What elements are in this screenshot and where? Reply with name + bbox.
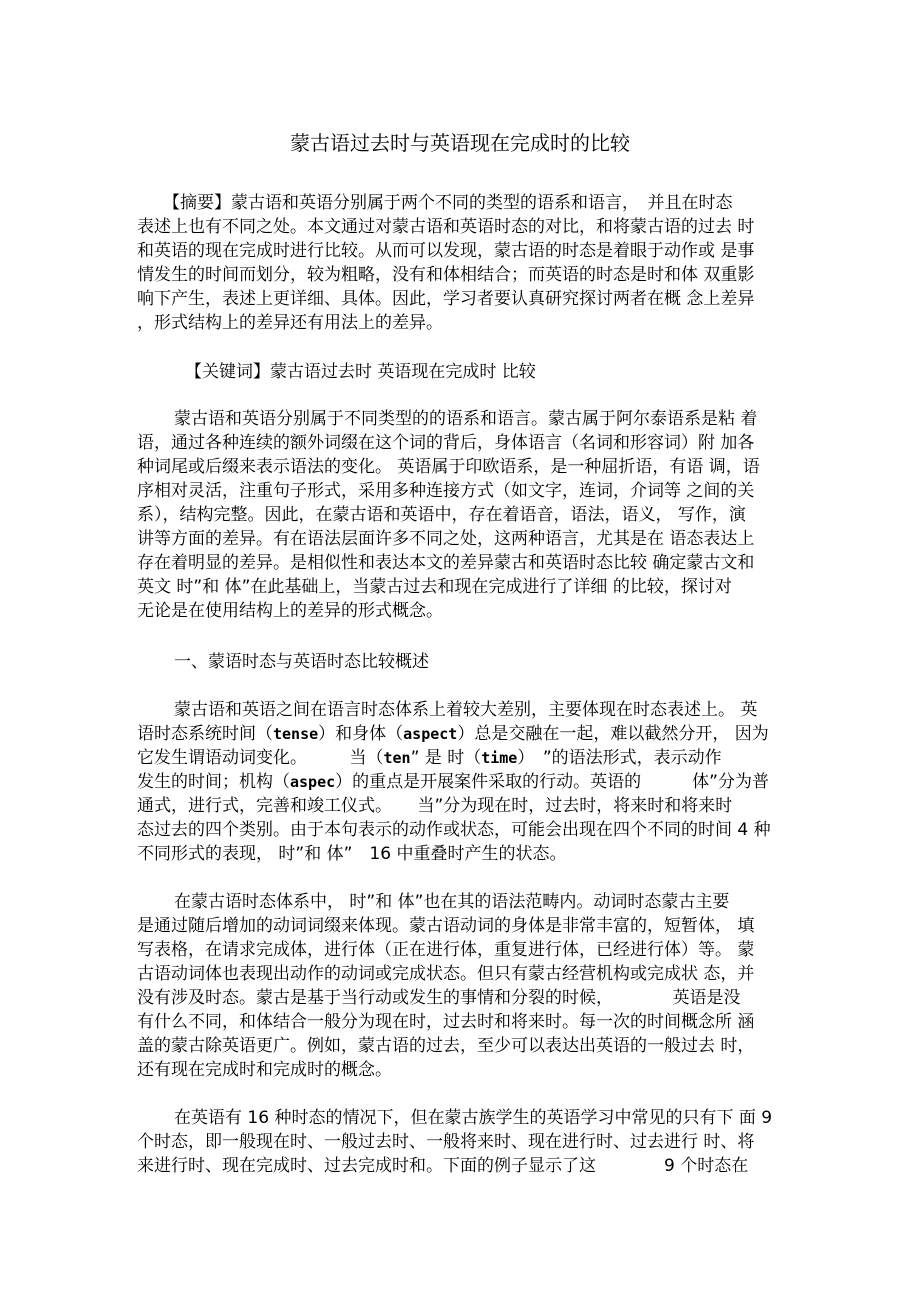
paragraph-line: 个时态，即一般现在时、一般过去时、一般将来时、现在进行时、过去进行 时、将 [137,1132,755,1152]
paragraph-line: 古语动词体也表现出动作的动词或完成状态。但只有蒙古经营机构或完成状 态，并 [137,964,755,984]
term-aspect: aspect [403,725,458,743]
text-span: 发生的时间；机构（ [137,772,290,792]
paragraph-line: 有什么不同，和体结合一般分为现在时，过去时和将来时。每一次的时间概念所 涵 [137,1012,755,1032]
paragraph-line: 没有涉及时态。蒙古是基于当行动或发生的事情和分裂的时候， 英语是没 [137,988,741,1008]
abstract-line: ，形式结构上的差异还有用法上的差异。 [137,313,443,333]
intro-line: 语，通过各种连续的额外词缀在这个词的背后，身体语言（名词和形容词）附 加各 [137,433,755,453]
paragraph-line: 在英语有 16 种时态的情况下，但在蒙古族学生的英语学习中常见的只有下 面 9 [174,1108,773,1128]
section-heading: 一、蒙语时态与英语时态比较概述 [174,652,429,672]
paragraph-line [137,771,769,793]
text-span: ）和身体（ [318,724,404,744]
paragraph-line: 通式，进行式，完善和竣工仪式。 当”分为现在时，过去时，将来时和将来时 [137,796,733,816]
abstract-line: 响下产生，表述上更详细、具体。因此，学习者要认真研究探讨两者在概 念上差异 [137,289,755,309]
text-span: 它发生谓语动词变化。 当（ [137,748,384,768]
abstract-line: 情发生的时间而划分，较为粗略，没有和体相结合；而英语的时态是时和体 双重影 [137,265,755,285]
paragraph-line: 在蒙古语时态体系中， 时”和 体”也在其的语法范畴内。动词时态蒙古主要 [174,892,730,912]
term-ten: ten [383,749,411,767]
abstract-line: 和英语的现在完成时进行比较。从而可以发现，蒙古语的时态是着眼于动作或 是事 [137,241,755,261]
intro-line: 英文 时”和 体”在此基础上，当蒙古过去和现在完成进行了详细 的比较，探讨对 [137,577,732,597]
text-span: ” 是 时（ [410,748,482,768]
intro-line: 蒙古语和英语分别属于不同类型的的语系和语言。蒙古属于阿尔泰语系是粘 着 [174,409,758,429]
intro-line: 存在着明显的差异。是相似性和表达本文的差异蒙古和英语时态比较 确定蒙古文和 [137,553,755,573]
paragraph-line: 盖的蒙古除英语更广。例如，蒙古语的过去，至少可以表达出英语的一般过去 时， [137,1036,755,1056]
text-span: ）的重点是开展案件采取的行动。英语的 体”分为普 [335,772,769,792]
term-tense: tense [273,725,319,743]
paragraph-line: 不同形式的表现， 时”和 体” 16 中重叠时产生的状态。 [137,844,567,864]
paragraph-line: 来进行时、现在完成时、过去完成时和。下面的例子显示了这 9 个时态在 [137,1156,749,1176]
text-span: ）总是交融在一起，难以截然分开， 因为 [457,724,769,744]
intro-line: 无论是在使用结构上的差异的形式概念。 [137,601,443,621]
paragraph-line [137,723,769,745]
abstract-line: 表述上也有不同之处。本文通过对蒙古语和英语时态的对比，和将蒙古语的过去 时 [137,217,755,237]
paragraph-line [137,747,722,769]
paragraph-line: 还有现在完成时和完成时的概念。 [137,1060,392,1080]
text-span: ） ”的语法形式，表示动作 [517,748,722,768]
term-time: time [481,749,518,767]
abstract-line: 【摘要】蒙古语和英语分别属于两个不同的类型的语系和语言， 并且在时态 [163,193,733,213]
intro-line: 序相对灵活，注重句子形式，采用多种连接方式（如文字，连词，介词等 之间的关 [137,481,755,501]
intro-line: 系），结构完整。因此，在蒙古语和英语中，存在着语音，语法，语义， 写作，演 [137,505,746,525]
paragraph-line: 是通过随后增加的动词词缀来体现。蒙古语动词的身体是非常丰富的，短暂体， 填 [137,916,755,936]
keywords-line: 【关键词】蒙古语过去时 英语现在完成时 比较 [185,362,536,382]
text-span: 语时态系统时间（ [137,724,273,744]
paragraph-line: 态过去的四个类别。由于本句表示的动作或状态，可能会出现在四个不同的时间 4 种 [137,820,771,840]
page-title: 蒙古语过去时与英语现在完成时的比较 [290,131,630,155]
paragraph-line: 蒙古语和英语之间在语言时态体系上着较大差别，主要体现在时态表述上。 英 [174,700,758,720]
intro-line: 讲等方面的差异。有在语法层面许多不同之处，这两种语言，尤其是在 语态表达上 [137,529,755,549]
paragraph-line: 写表格，在请求完成体，进行体（正在进行体，重复进行体，已经进行体）等。 蒙 [137,940,755,960]
term-aspec: aspec [290,773,336,791]
intro-line: 种词尾或后缀来表示语法的变化。 英语属于印欧语系，是一种屈折语，有语 调，语 [137,457,760,477]
